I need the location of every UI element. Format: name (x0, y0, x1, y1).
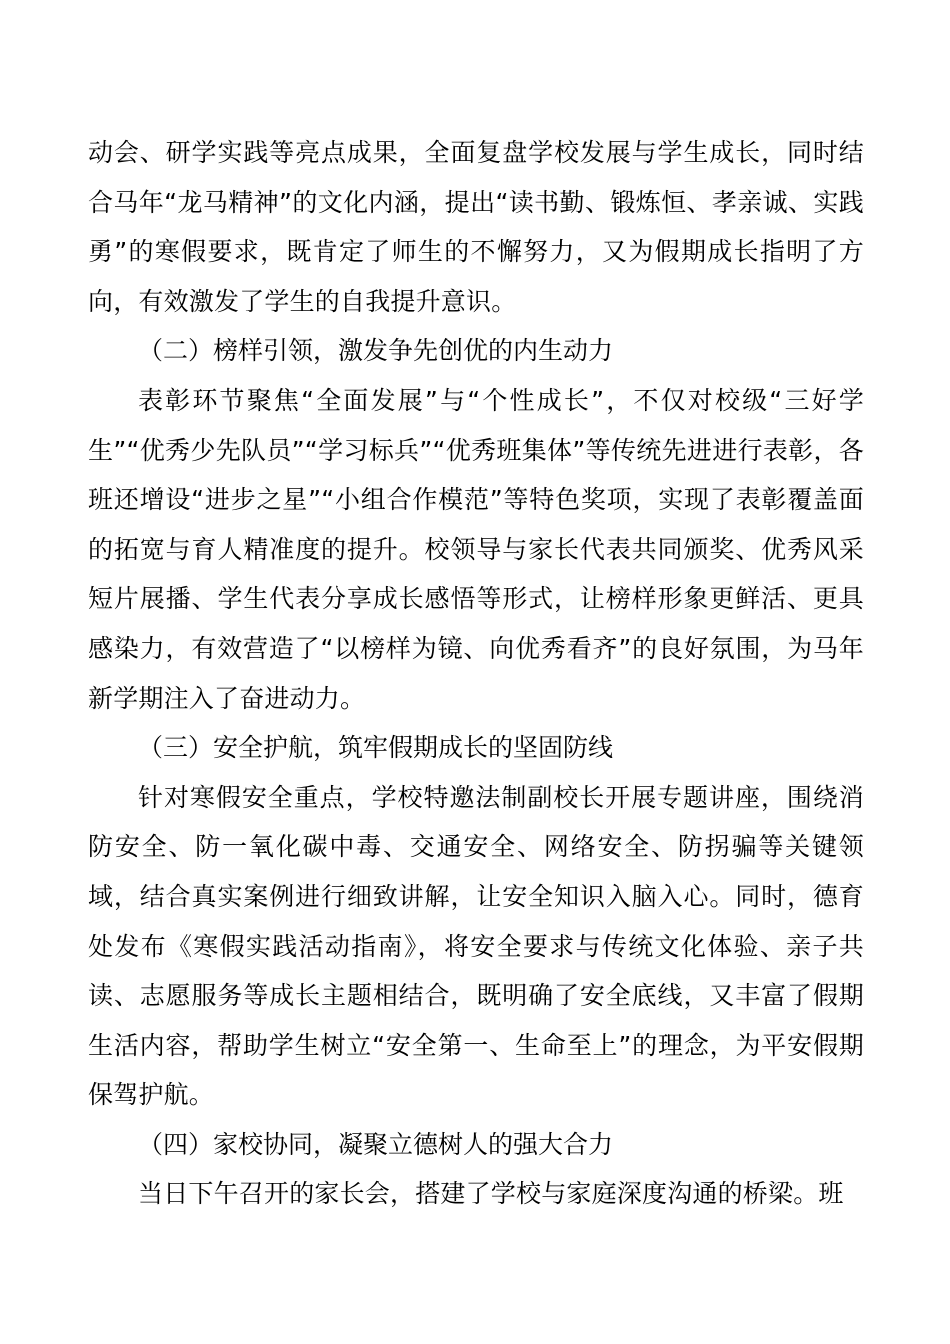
document-page (88, 128, 864, 1219)
section-heading-3: （三）安全护航，筑牢假期成长的坚固防线 (138, 733, 614, 763)
paragraph-commendation: 表彰环节聚焦“全面发展”与“个性成长”，不仅对校级“三好学生”“优秀少先队员”“学习标兵”“优秀班集体”等传统先进进行表彰，各班还增设“进步之星”“小组合作模范”等特色奖项，实现了表彰覆盖面的拓宽与育人精准度的提升。校领导与家长代表共同颁奖、优秀风采短片展播、学生代表分享成长感悟等形式，让榜样形象更鲜活、更具感染力，有效营造了“以榜样为镜、向优秀看齐”的良好氛围，为马年新学期注入了奋进动力。 (88, 385, 864, 713)
paragraph-parent-meeting: 当日下午召开的家长会，搭建了学校与家庭深度沟通的桥梁。班 (138, 1179, 844, 1209)
paragraph-safety: 针对寒假安全重点，学校特邀法制副校长开展专题讲座，围绕消防安全、防一氧化碳中毒、交通安全、网络安全、防拐骗等关键领域，结合真实案例进行细致讲解，让安全知识入脑入心。同时，德育处发布《寒假实践活动指南》，将安全要求与传统文化体验、亲子共读、志愿服务等成长主题相结合，既明确了安全底线，又丰富了假期生活内容，帮助学生树立“安全第一、生命至上”的理念，为平安假期保驾护航。 (88, 782, 864, 1110)
paragraph-continuation: 动会、研学实践等亮点成果，全面复盘学校发展与学生成长，同时结合马年“龙马精神”的文化内涵，提出“读书勤、锻炼恒、孝亲诚、实践勇”的寒假要求，既肯定了师生的不懈努力，又为假期成长指明了方向，有效激发了学生的自我提升意识。 (88, 138, 864, 316)
section-heading-4: （四）家校协同，凝聚立德树人的强大合力 (138, 1129, 614, 1159)
section-heading-2: （二）榜样引领，激发争先创优的内生动力 (138, 336, 614, 366)
